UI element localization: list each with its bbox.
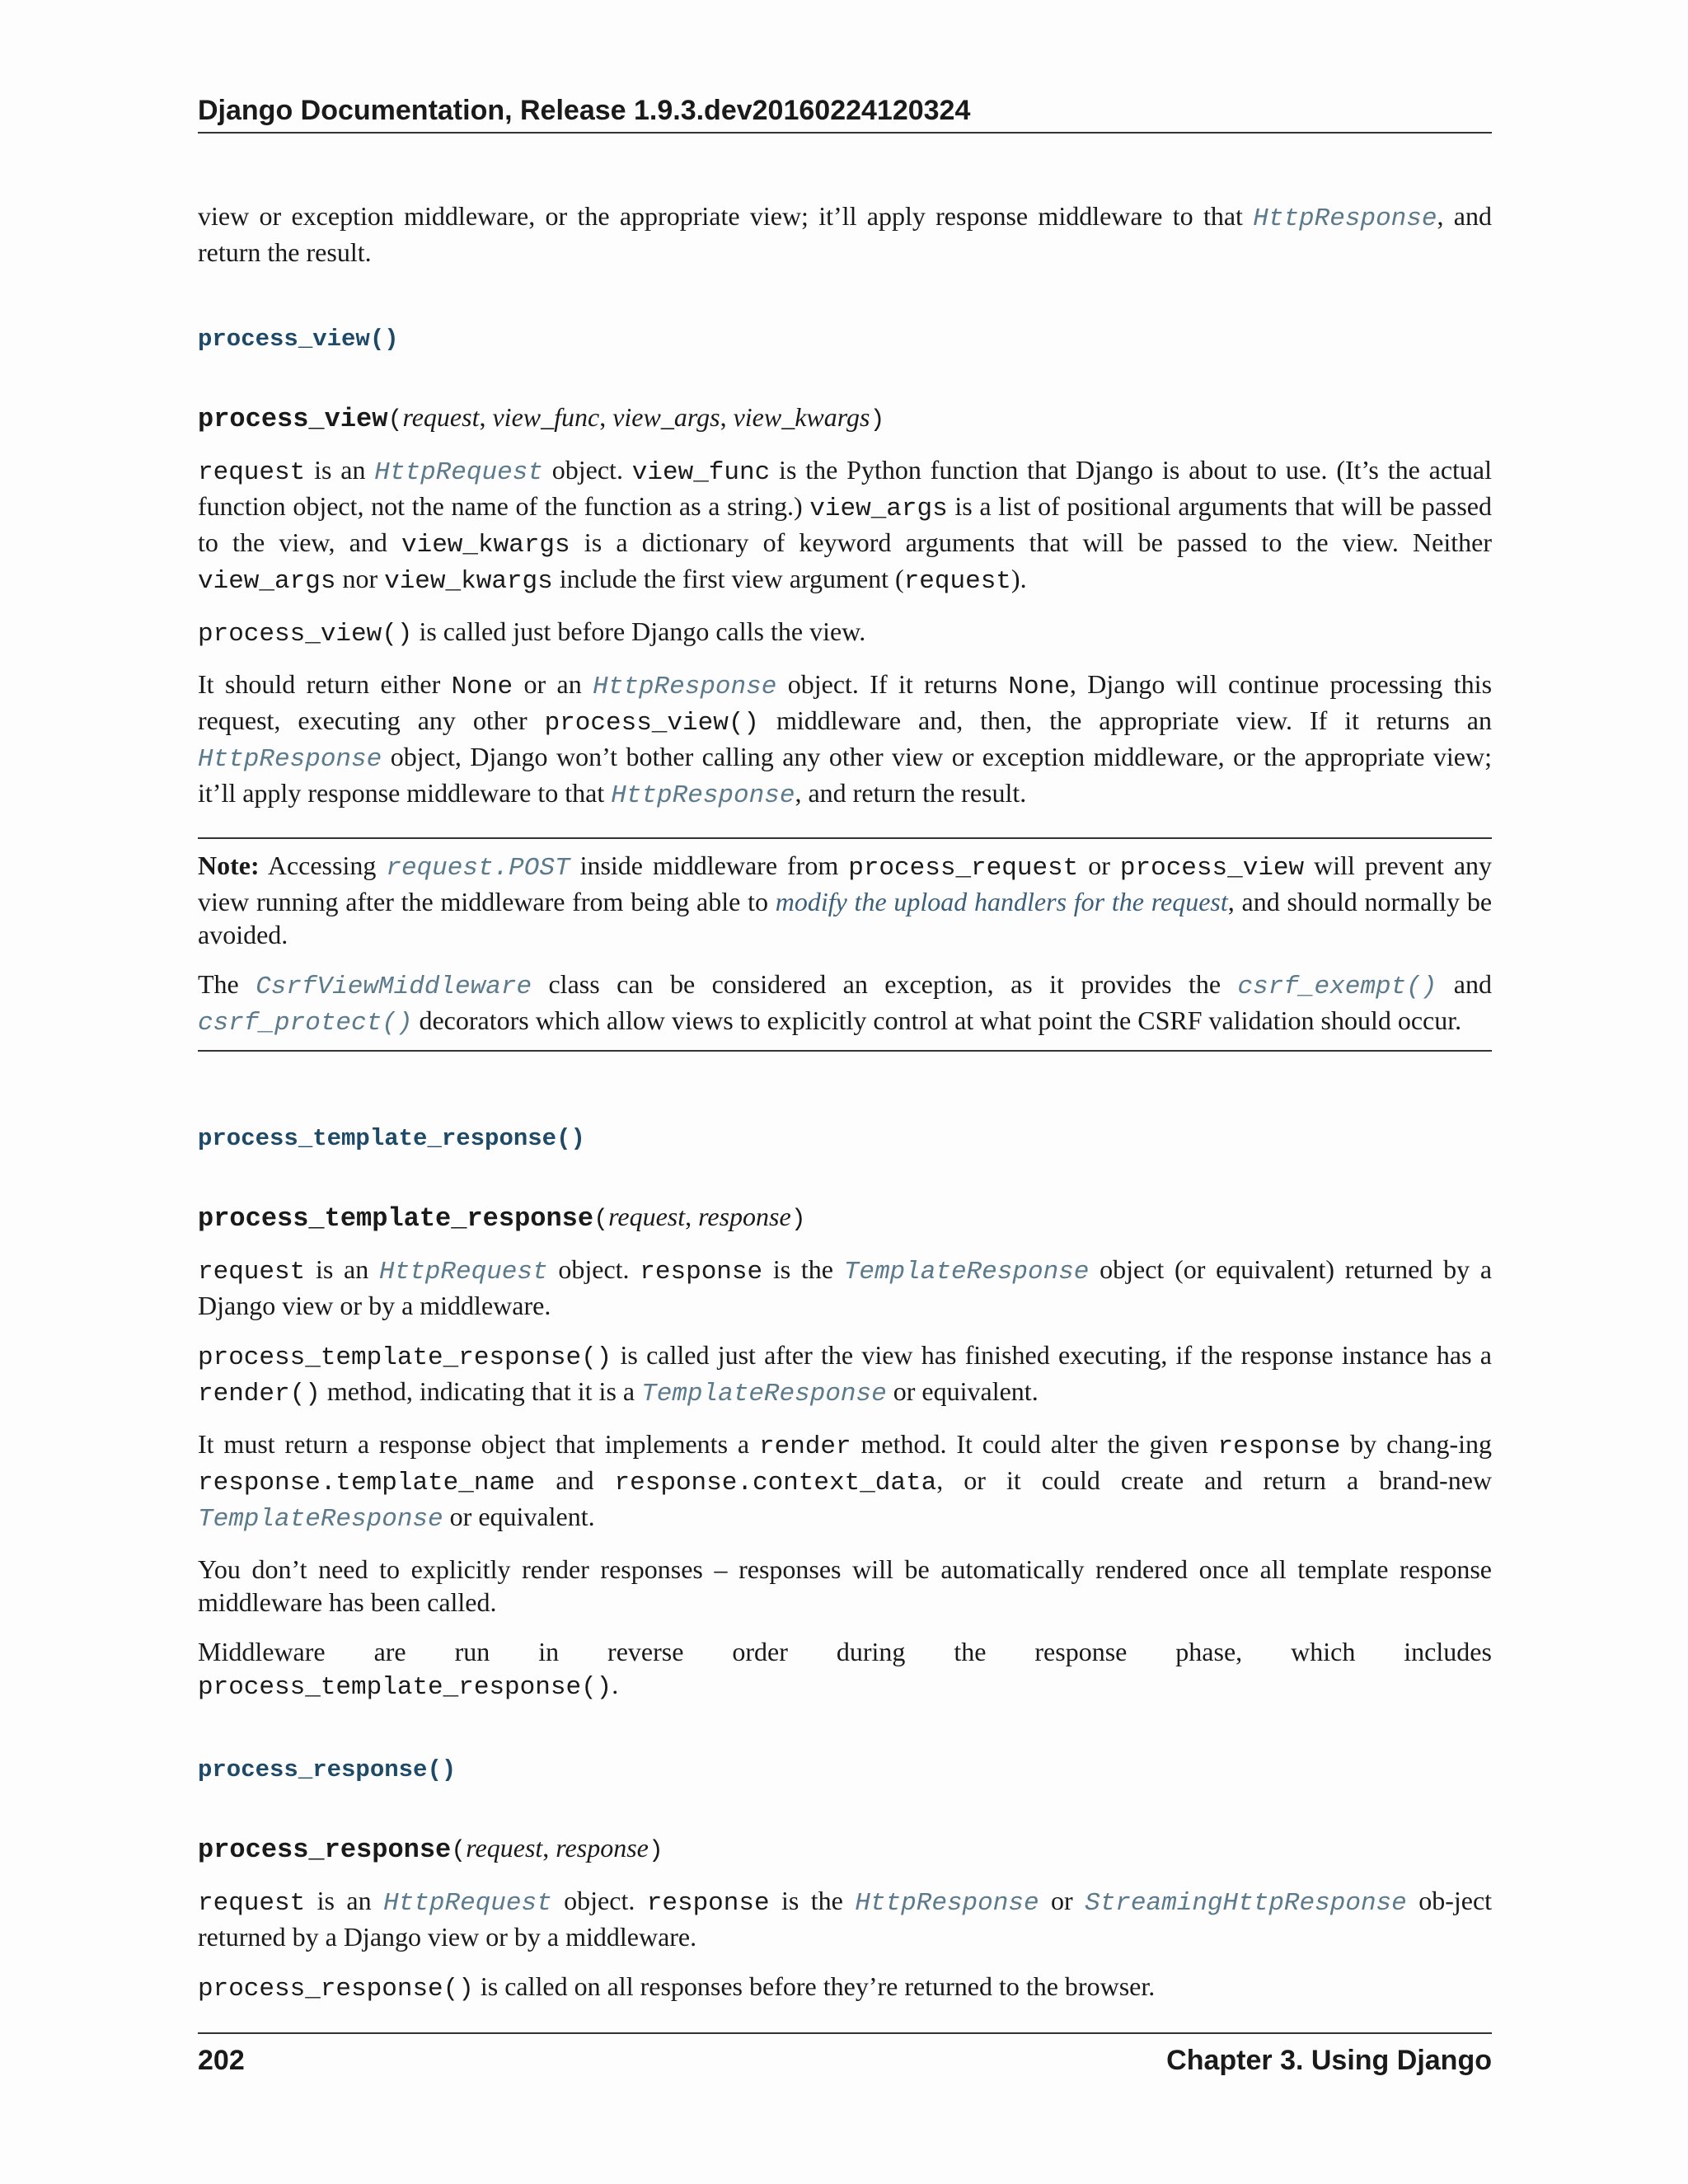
note-csrf-paragraph: The CsrfViewMiddleware class can be considered an exception, as it provides the csrf_exempt() and csrf_protect() decorators which allow views to explicitly control at what point the CSRF validation should occur. [198, 969, 1493, 1038]
process-view-timing: process_view() is called just before Django calls the view. [198, 616, 866, 649]
request-post-link[interactable]: request.POST [386, 854, 570, 883]
param: request [466, 1833, 543, 1863]
streaminghttpresponse-link[interactable]: StreamingHttpResponse [1085, 1889, 1407, 1918]
signature-process-template-response: process_template_response(request, response) [198, 1202, 806, 1234]
running-footer [198, 2032, 1492, 2079]
templateresponse-link[interactable]: TemplateResponse [198, 1505, 443, 1534]
httprequest-link[interactable]: HttpRequest [383, 1889, 552, 1918]
process-response-description: request is an HttpRequest object. response is the HttpResponse or StreamingHttpResponse ob-ject returned by a Django view or by a middleware. [198, 1886, 1493, 1952]
csrf-exempt-link[interactable]: csrf_exempt() [1237, 972, 1437, 1001]
param: request [402, 402, 480, 432]
process-template-response-description: request is an HttpRequest object. response is the TemplateResponse object (or equivalent) returned by a Django view or by a middleware. [198, 1254, 1493, 1320]
param: response [698, 1202, 791, 1231]
page-content [198, 199, 1492, 2022]
process-template-response-timing: process_template_response() is called just after the view has finished executing, if the response instance has a render() method, indicating that it is a TemplateResponse or equivalent. [198, 1340, 1492, 1408]
httpresponse-link[interactable]: HttpResponse [593, 673, 777, 701]
process-template-response-render-note: You don’t need to explicitly render responses – responses will be automatically rendered once all template response middleware has been called. [198, 1554, 1492, 1617]
param: view_func [492, 402, 600, 432]
page-number: 202 [198, 2045, 245, 2076]
intro-paragraph: view or exception middleware, or the appropriate view; it’ll apply response middleware to that HttpResponse, and return the result. [198, 201, 1493, 267]
section-title-process-template-response: process_template_response() [198, 1125, 585, 1152]
note-paragraph: Note: Accessing request.POST inside middleware from process_request or process_view will prevent any view running after the middleware from being able to modify the upload handlers for the request, and should normally be avoided. [198, 851, 1493, 949]
httprequest-link[interactable]: HttpRequest [374, 458, 543, 487]
process-template-response-return: It must return a response object that implements a render method. It could alter the given response by chang-ing response.template_name and response.context_data, or it could create and return a brand-new TemplateResponse or equivalent. [198, 1429, 1493, 1534]
param: view_kwargs [733, 402, 870, 432]
signature-process-response: process_response(request, response) [198, 1833, 663, 1865]
note-label: Note: [198, 851, 260, 880]
httpresponse-link[interactable]: HttpResponse [198, 745, 382, 774]
httpresponse-link[interactable]: HttpResponse [855, 1889, 1039, 1918]
process-view-return: It should return either None or an HttpResponse object. If it returns None, Django will continue processing this request, executing any other process_view() middleware and, then, the appropriate view. If it returns an HttpResponse object, Django won’t bother calling any other view or exception middleware, or the appropriate view; it’ll apply response middleware to that HttpResponse, and return the result. [198, 669, 1493, 810]
param: view_args [612, 402, 720, 432]
section-title-process-response: process_response() [198, 1756, 457, 1783]
httprequest-link[interactable]: HttpRequest [378, 1258, 548, 1286]
function-name: process_response [198, 1835, 452, 1865]
param: request [608, 1202, 686, 1231]
document-page [198, 0, 1492, 2184]
spread-line: Middleware are run in reverse order during the response phase, which includes [198, 1637, 1492, 1666]
templateresponse-link[interactable]: TemplateResponse [641, 1380, 887, 1408]
note-box [198, 837, 1492, 1052]
process-view-description: request is an HttpRequest object. view_func is the Python function that Django is about to use. (It’s the actual function object, not the name of the function as a string.) view_args is a list of positional arguments that will be passed to the view, and view_kwargs is a dictionary of keyword arguments that will be passed to the view. Neither view_args nor view_kwargs include the first view argument (request). [198, 455, 1493, 596]
signature-process-view: process_view(request, view_func, view_args, view_kwargs) [198, 402, 885, 434]
function-name: process_template_response [198, 1203, 594, 1234]
chapter-title: Chapter 3. Using Django [1166, 2045, 1492, 2076]
section-title-process-view: process_view() [198, 326, 399, 353]
function-name: process_view [198, 404, 388, 434]
param: response [556, 1833, 649, 1863]
httpresponse-link[interactable]: HttpResponse [1253, 204, 1437, 233]
running-header: Django Documentation, Release 1.9.3.dev20160224120324 [198, 92, 1492, 134]
csrf-protect-link[interactable]: csrf_protect() [198, 1009, 413, 1038]
upload-handlers-link[interactable]: modify the upload handlers for the request [775, 887, 1228, 916]
csrfviewmiddleware-link[interactable]: CsrfViewMiddleware [256, 972, 532, 1001]
process-template-response-order: Middleware are run in reverse order during the response phase, which includes process_template_response(). [198, 1637, 1492, 1702]
templateresponse-link[interactable]: TemplateResponse [843, 1258, 1090, 1286]
process-response-timing: process_response() is called on all responses before they’re returned to the browser. [198, 1971, 1156, 2004]
httpresponse-link[interactable]: HttpResponse [611, 781, 795, 810]
